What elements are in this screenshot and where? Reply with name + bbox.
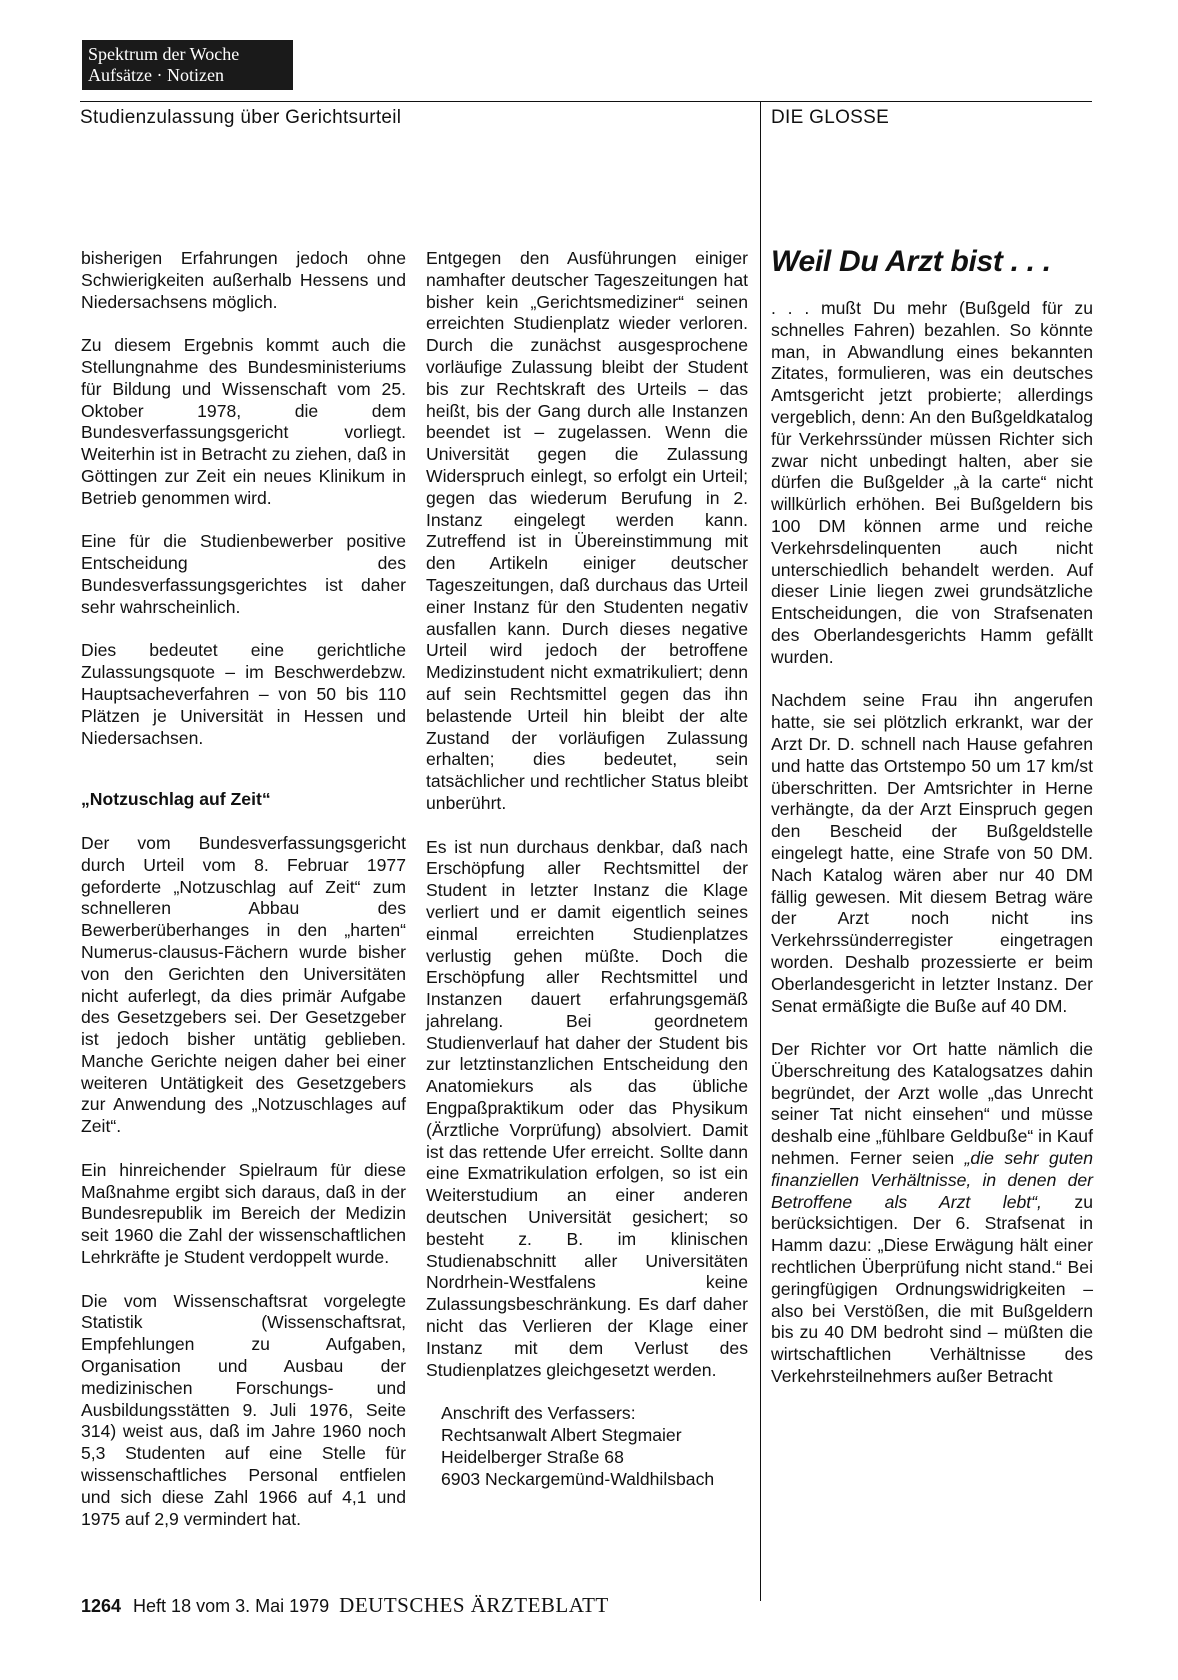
- paragraph: [771, 1039, 1093, 1388]
- glosse-title: DIE GLOSSE: [771, 107, 890, 128]
- section-badge: [82, 40, 293, 90]
- italic-quote: „die sehr guten finanziellen Verhältnisse, in denen der Betroffene als Arzt lebt“,: [771, 1148, 1093, 1212]
- paragraph: Ein hinreichender Spielraum für diese Maßnahme ergibt sich daraus, daß in der Bundesrepublik im Bereich der Medizin seit 1960 die Zahl der wissenschaftlichen Lehrkräfte je Student verdoppelt wurde.: [81, 1159, 406, 1268]
- page-footer: [81, 1593, 609, 1618]
- paragraph: Die vom Wissenschaftsrat vorgelegte Statistik (Wissenschaftsrat, Empfehlungen zu Aufgaben, Organisation und Ausbau der medizinischen Forschungs- und Ausbildungsstätten 9. Juli 1976, Seite 314) weist aus, daß im Jahre 1960 noch 5,3 Studenten auf eine Stelle für wissenschaftliches Personal entfielen und sich diese Zahl 1966 auf 4,1 und 1975 auf 2,9 vermindert hat.: [81, 1290, 406, 1529]
- address-line: Rechtsanwalt Albert Stegmaier: [441, 1425, 682, 1446]
- paragraph: Zu diesem Ergebnis kommt auch die Stellungnahme des Bundesministeriums für Bildung und Wissenschaft vom 25. Oktober 1978, die dem Bundesverfassungsgericht vorliegt. Weiterhin ist in Betracht zu ziehen, daß in Göttingen zur Zeit ein neues Klinikum in Betrieb genommen wird.: [81, 335, 406, 508]
- address-line: Anschrift des Verfassers:: [441, 1403, 636, 1424]
- journal-name: DEUTSCHES ÄRZTEBLATT: [339, 1593, 609, 1617]
- article-column-2: [426, 248, 748, 1490]
- paragraph: Der vom Bundesverfassungsgericht durch Urteil vom 8. Februar 1977 geforderte „Notzuschlag auf Zeit“ zum schnelleren Abbau des Bewerberüberhanges in den „harten“ Numerus-clausus-Fächern wurde bisher von den Gerichten den Universitäten nicht auferlegt, da dies primär Aufgabe des Gesetzgebers sei. Der Gesetzgeber ist jedoch bisher untätig geblieben. Manche Gerichte neigen daher bei einer weiteren Untätigkeit des Gesetzgebers zur Anwendung des „Notzuschlages auf Zeit“.: [81, 832, 406, 1137]
- paragraph: Dies bedeutet eine gerichtliche Zulassungsquote – im Beschwerdebzw. Hauptsacheverfahren – von 50 bis 110 Plätzen je Universität in Hessen und Niedersachsen.: [81, 640, 406, 748]
- article-column-1: [81, 248, 406, 1530]
- paragraph: Entgegen den Ausführungen einiger namhafter deutscher Tageszeitungen hat bisher kein „Gerichtsmediziner“ seinen erreichten Studienplatz wieder verloren. Durch die zunächst ausgesprochene vorläufige Zulassung bleibt der Student bis zur Rechtskraft des Urteils – das heißt, bis der Gang durch alle Instanzen beendet ist – zugelassen. Wenn die Universität gegen die Zulassung Widerspruch einlegt, so erfolgt ein Urteil; gegen das wiederum Berufung in 2. Instanz eingelegt werden kann. Zutreffend ist in Übereinstimmung mit den Artikeln einiger deutscher Tageszeitungen, daß durchaus das Urteil einer Instanz für den Studenten negativ ausfallen kann. Durch dieses negative Urteil wird jedoch der betroffene Medizinstudent nicht exmatrikuliert; denn auf sein Rechtsmittel gegen das ihn belastende Urteil hin bleibt der alte Zustand der vorläufigen Zulassung erhalten; dies bedeutet, sein tatsächlicher und rechtlicher Status bleibt unberührt.: [426, 248, 748, 813]
- paragraph: bisherigen Erfahrungen jedoch ohne Schwierigkeiten außerhalb Hessens und Niedersachsens möglich.: [81, 248, 406, 312]
- paragraph: . . . mußt Du mehr (Bußgeld für zu schnelles Fahren) bezahlen. So könnte man, in Abwandlung eines bekannten Zitates, formulieren, was ein deutsches Amtsgericht jetzt probierte; allerdings vergeblich, denn: An den Bußgeldkatalog für Verkehrssünder müssen Richter sich zwar nicht unbedingt halten, aber sie dürfen die Bußgelder „à la carte“ nicht willkürlich erhöhen. Bei Bußgeldern bis 100 DM können arme und reiche Verkehrsdelinquenten auch nicht unterschiedlich behandelt werden. Auf dieser Linie liegen zwei grundsätzliche Entscheidungen, die von Strafsenaten des Oberlandesgerichts Hamm gefällt wurden.: [771, 298, 1093, 667]
- badge-line-2: Aufsätze · Notizen: [88, 65, 224, 85]
- paragraph: Nachdem seine Frau ihn angerufen hatte, sie sei plötzlich erkrankt, war der Arzt Dr. D. schnell nach Hause gefahren und hatte das Ortstempo 50 um 17 km/st überschritten. Der Amtsrichter in Herne verhängte, da der Arzt Einspruch gegen den Bescheid der Bußgeldstelle eingelegt hatte, eine Strafe von 50 DM. Nach Katalog wären aber nur 40 DM fällig gewesen. Mit diesem Betrag wäre der Arzt noch nicht ins Verkehrssünderregister eingetragen worden. Deshalb prozessierte er beim Oberlandesgericht in letzter Instanz. Der Senat ermäßigte die Buße auf 40 DM.: [771, 690, 1093, 1016]
- page-number: 1264: [81, 1596, 122, 1616]
- column-divider: [760, 101, 761, 1601]
- paragraph: Es ist nun durchaus denkbar, daß nach Erschöpfung aller Rechtsmittel der Student in letzter Instanz die Klage verliert und er damit eigentlich seines einmal erreichten Studienplatzes verlustig gehen müßte. Doch die Erschöpfung aller Rechtsmittel und Instanzen dauert erfahrungsgemäß jahrelang. Bei geordnetem Studienverlauf hat daher der Student bis zur letztinstanzlichen Entscheidung den Anatomiekurs als das übliche Engpaßpraktikum oder das Physikum (Ärztliche Vorprüfung) absolviert. Damit ist das rettende Ufer erreicht. Sollte dann eine Exmatrikulation erfolgen, so ist ein Weiterstudium an einer anderen deutschen Universität gesichert; so besteht z. B. im klinischen Studienabschnitt aller Universitäten Nordrhein-Westfalens keine Zulassungsbeschränkung. Es darf daher nicht das Verlieren der Klage einer Instanz mit dem Verlust des Studienplatzes gleichgesetzt werden.: [426, 836, 748, 1380]
- badge-line-1: Spektrum der Woche: [88, 44, 240, 64]
- subheading: „Notzuschlag auf Zeit“: [81, 789, 271, 810]
- paragraph: Eine für die Studienbewerber positive Entscheidung des Bundesverfassungsgerichtes ist daher sehr wahrscheinlich.: [81, 531, 406, 617]
- author-address: [426, 1403, 748, 1490]
- header-rule: [80, 101, 1092, 102]
- text-run: zu berücksichtigen. Der 6. Strafsenat in Hamm dazu: „Diese Erwägung hält einer rechtlichen Überprüfung nicht stand.“ Bei geringfügigen Ordnungswidrigkeiten – also bei Verstößen, die mit Bußgeldern bis zu 40 DM bedroht sind – müßten die wirtschaftlichen Verhältnisse des Verkehrsteilnehmers außer Betracht: [771, 1191, 1093, 1387]
- text-run: Der Richter vor Ort hatte nämlich die Überschreitung des Katalogsatzes dahin begründet, der Arzt wolle „das Unrecht seiner Tat nicht einsehen“ und müsse deshalb eine „fühlbare Geldbuße“ in Kauf nehmen. Ferner seien: [771, 1039, 1093, 1169]
- section-title: Studienzulassung über Gerichtsurteil: [80, 107, 402, 128]
- address-line: 6903 Neckargemünd-Waldhilsbach: [441, 1468, 715, 1489]
- glosse-headline: Weil Du Arzt bist . . .: [771, 245, 1051, 278]
- issue-info: Heft 18 vom 3. Mai 1979: [133, 1596, 330, 1616]
- address-line: Heidelberger Straße 68: [441, 1446, 624, 1467]
- glosse-column: [771, 244, 1093, 1388]
